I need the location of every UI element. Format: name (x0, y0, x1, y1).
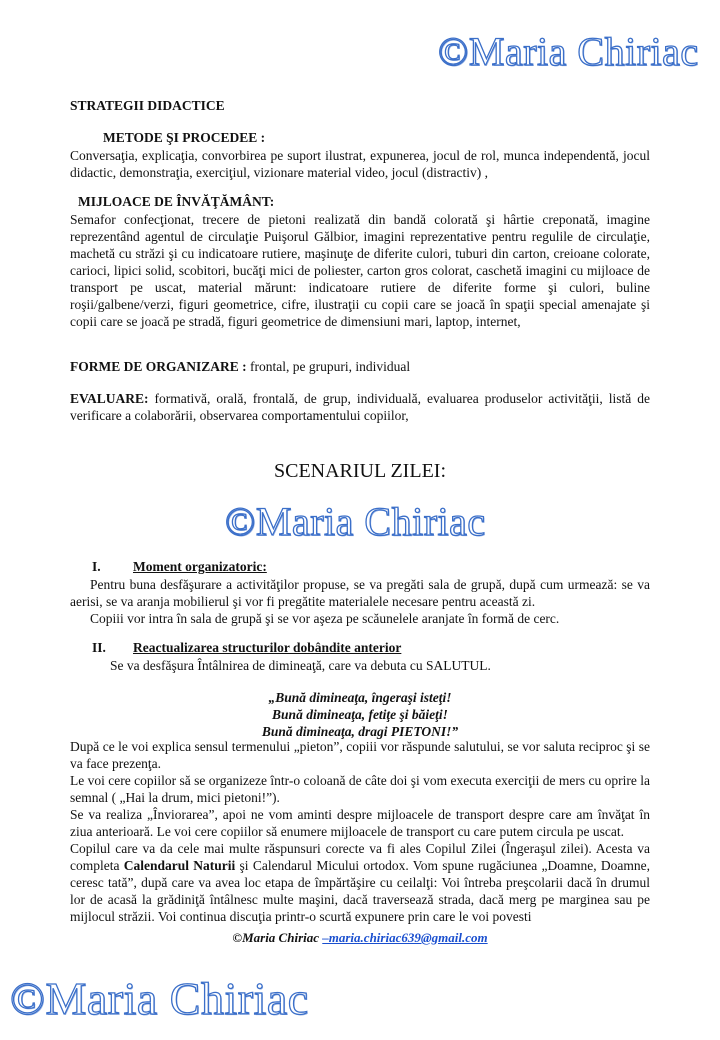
body-p4 (70, 840, 650, 925)
section1-p2: Copiii vor intra în sala de grupă şi se vor aşeza pe scăunelele aranjate în formă de cerc. (90, 611, 560, 626)
mijloace-title: MIJLOACE DE ÎNVĂŢĂMÂNT: (78, 194, 275, 209)
main-body (70, 738, 650, 925)
metode-section (70, 147, 650, 181)
footer-author: ©Maria Chiriac (232, 930, 323, 945)
body-p3: Se va realiza „Înviorarea”, apoi ne vom aminti despre mijloacele de transport despre care am învăţat în ziua anterioară. Le voi cere copiilor să enumere mijloacele de transport cu care putem circula pe uscat. (70, 807, 650, 839)
forme-label: FORME DE ORGANIZARE : (70, 359, 247, 374)
section2-body (70, 657, 650, 674)
greeting-line-1: „Bună dimineaţa, îngeraşi isteţi! (268, 690, 452, 705)
greeting-line-2: Bună dimineaţa, fetiţe şi băieţi! (272, 707, 448, 722)
evaluare-section (70, 390, 650, 424)
metode-text: Conversaţia, explicaţia, convorbirea pe suport ilustrat, expunerea, jocul de rol, munca independentă, jocul didactic, demonstraţia, exerciţiul, vizionare material video, jocul (distractiv) , (70, 148, 650, 180)
strategii-title: STRATEGII DIDACTICE (70, 98, 225, 113)
evaluare-label: EVALUARE: (70, 391, 149, 406)
body-p4-start: Copilul care va da cele mai multe răspunsuri corecte va fi ales Copilul Zilei (Îngeraşul zilei). Acesta va completa (70, 841, 650, 873)
watermark-top: ©Maria Chiriac (438, 29, 699, 74)
section1-number: I. (92, 559, 101, 574)
section1-title: Moment organizatoric: (133, 559, 267, 574)
body-p4-rest: şi Calendarul Micului ortodox. Vom spune rugăciunea „Doamne, Doamne, ceresc tată”, după care va avea loc etapa de împărtăşire cu ceilalţi: Voi întreba preşcolarii dacă în drumul lor de acasă la grădiniţă întâlnesc multe maşini, dacă traversează strada, dacă merg pe marginea sau pe mijlocul străzii. Voi continua discuţia printr-o scurtă expunere prin care le voi povesti (70, 858, 650, 924)
section1-p1: Pentru buna desfăşurare a activităţilor propuse, se va pregăti sala de grupă, după cum urmează: se va aerisi, se va aranja mobilierul şi vor fi pregătite materialele necesare pentru această zi. (70, 577, 650, 609)
watermark-bottom: ©Maria Chiriac (10, 973, 309, 1024)
body-p2: Le voi cere copiilor să se organizeze într-o coloană de câte doi şi vom executa exerciţii de mers cu oprire la semnal ( „Hai la drum, mici pietoni!”). (70, 773, 650, 805)
mijloace-text: Semafor confecţionat, trecere de pietoni realizată din bandă colorată şi hârtie creponată, imagine reprezentând agentul de circulaţie Puişorul Gălbior, imagini reprezentative pentru regulile de circulaţie, machetă cu străzi şi cu indicatoare rutiere, maşinuţe de diferite culori, tuburi din carton, creioane colorate, carioci, lipici solid, scobitori, bucăţi mici de poliester, carton gros colorat, caschetă imagini cu mijloace de transport pe uscat, material mărunt: indicatoare rutiere de diferite forme şi culori, buline roşii/galbene/verzi, figuri geometrice, cifre, ilustraţii cu copii care se joacă în spaţii special amenajate şi copii care se joacă pe stradă, figuri geometrice de dimensiuni mari, laptop, internet, (70, 212, 650, 329)
greeting-line-3: Bună dimineaţa, dragi PIETONI!” (261, 724, 459, 739)
section2-number: II. (92, 640, 106, 655)
forme-text: frontal, pe grupuri, individual (246, 359, 411, 374)
section1-body (70, 576, 650, 627)
mijloace-section (70, 211, 650, 330)
footer-email-link[interactable]: –maria.chiriac639@gmail.com (322, 930, 488, 945)
section2-p1: Se va desfăşura Întâlnirea de dimineaţă, care va debuta cu SALUTUL. (110, 658, 491, 673)
section2-title: Reactualizarea structurilor dobândite anterior (133, 640, 402, 655)
scenariu-title: SCENARIUL ZILEI: (273, 460, 446, 482)
evaluare-text: formativă, orală, frontală, de grup, individuală, evaluarea produselor activităţii, listă de verificare a colaborării, observarea comportamentului copiilor, (70, 391, 650, 423)
calendarul-naturii: Calendarul Naturii (123, 858, 236, 873)
watermark-middle: ©Maria Chiriac (225, 499, 486, 544)
forme-section (70, 358, 650, 375)
body-p1: După ce le voi explica sensul termenului „pieton”, copiii vor răspunde salutului, se vor saluta reciproc şi se va face prezenţa. (70, 739, 650, 771)
metode-title: METODE ŞI PROCEDEE : (103, 130, 266, 145)
footer (0, 930, 720, 946)
